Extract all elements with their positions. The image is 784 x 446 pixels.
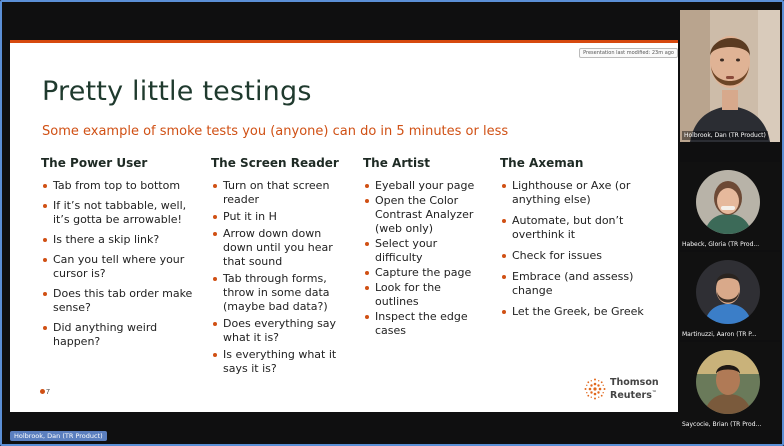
list-item: Check for issues [500,249,660,263]
column-heading: The Axeman [500,156,584,170]
slide-title: Pretty little testings [42,76,312,107]
column-heading: The Power User [41,156,148,170]
list-item: Capture the page [363,266,488,280]
list-item: Embrace (and assess) change [500,270,660,298]
list-item: Is everything what it says it is? [211,348,351,376]
slide-accent-bar [10,40,678,43]
participant-video-image [680,10,780,142]
participant-name: Habeck, Gloria (TR Prod... [682,241,760,248]
list-item: Inspect the edge cases [363,310,488,338]
participant-avatar-habeck[interactable] [680,162,780,250]
list-item: Can you tell where your cursor is? [41,253,206,281]
list-item: Is there a skip link? [41,233,206,247]
list-item: If it’s not tabbable, well, it’s gotta be arrowable! [41,199,206,227]
column-heading: The Screen Reader [211,156,339,170]
column-heading: The Artist [363,156,430,170]
list-item: Put it in H [211,210,351,224]
column-axeman [500,156,660,326]
column-artist [363,156,488,339]
avatar [696,170,760,234]
shared-slide [10,40,678,412]
participant-avatar-martinuzzi[interactable] [680,252,780,340]
participant-video-holbrook[interactable] [680,10,780,142]
participant-avatar-saycocie[interactable] [680,342,780,430]
list-item: Automate, but don’t overthink it [500,214,660,242]
list-item: Does this tab order make sense? [41,287,206,315]
participant-name: Saycocie, Brian (TR Prod... [682,421,762,428]
list-item: Open the Color Contrast Analyzer (web only) [363,194,488,236]
list-item: Does everything say what it is? [211,317,351,345]
list-item: Let the Greek, be Greek [500,305,660,319]
logo-wordmark: Thomson Reuters™ [610,377,659,402]
avatar [696,350,760,414]
list-item: Arrow down down down until you hear that sound [211,227,351,269]
slide-page-number: 7 [40,389,50,396]
participant-name: Holbrook, Dan (TR Product) [684,132,766,139]
list-item: Select your difficulty [363,237,488,265]
slide-subtitle: Some example of smoke tests you (anyone) can do in 5 minutes or less [42,124,509,139]
list-item: Did anything weird happen? [41,321,206,349]
list-item: Look for the outlines [363,281,488,309]
list-item: Eyeball your page [363,179,488,193]
thomson-reuters-dots-icon [583,377,607,401]
avatar [696,260,760,324]
column-screen-reader [211,156,351,379]
list-item: Turn on that screen reader [211,179,351,207]
thomson-reuters-logo [583,375,663,405]
column-power-user [41,156,206,355]
list-item: Lighthouse or Axe (or anything else) [500,179,660,207]
presenter-name-label: Holbrook, Dan (TR Product) [10,431,107,441]
presentation-modified-tag: Presentation last modified: 23m ago [579,48,678,58]
list-item: Tab from top to bottom [41,179,206,193]
list-item: Tab through forms, throw in some data (maybe bad data?) [211,272,351,314]
participant-name: Martinuzzi, Aaron (TR P... [682,331,757,338]
